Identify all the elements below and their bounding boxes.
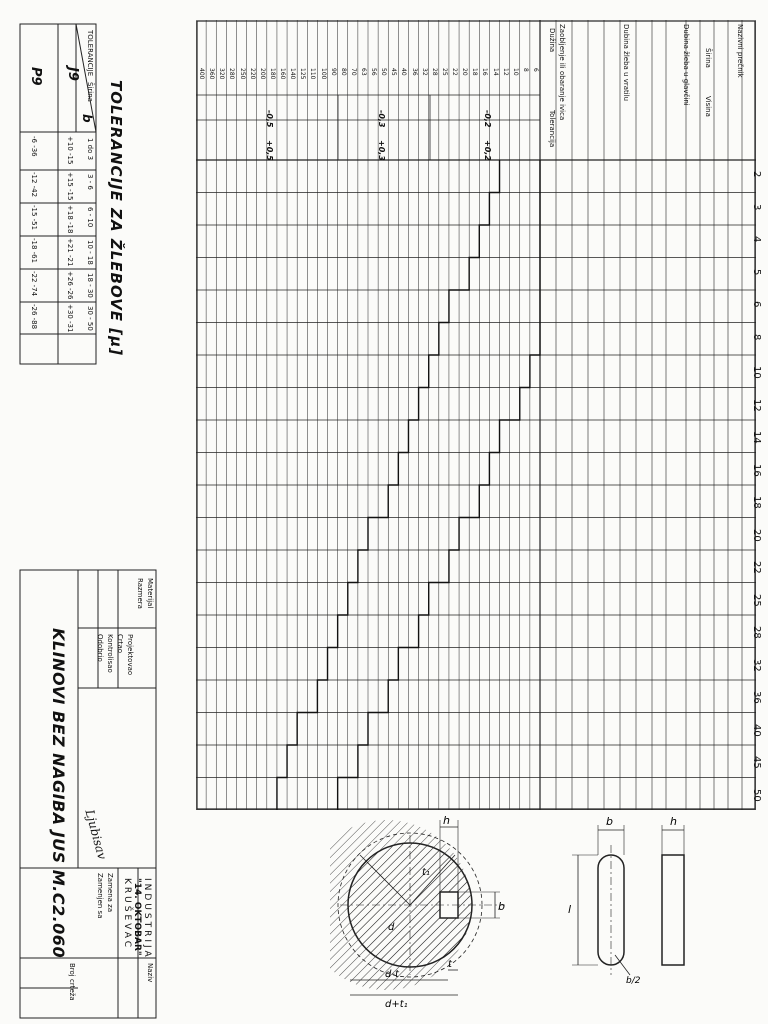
tolerance-header-width: Širina (86, 82, 94, 102)
header-shaft-depth: Dubina žleba u vratilu (622, 24, 630, 102)
size-2: 2 (751, 171, 762, 178)
label-h-shaft: h (443, 815, 450, 827)
length-10: 10 (511, 68, 519, 76)
length-125: 125 (299, 68, 307, 80)
range-1: 1 do 3 (86, 138, 94, 161)
size-28: 28 (751, 626, 762, 639)
field-designed: Projektovao (126, 634, 134, 676)
size-12: 12 (751, 398, 762, 412)
size-3: 3 (751, 203, 762, 211)
size-32: 32 (751, 658, 762, 672)
label-t1: t₁ (422, 867, 430, 878)
dimension-table-grid (196, 20, 756, 810)
size-40: 40 (751, 723, 762, 737)
field-drawing-number: Broj crteža (68, 963, 76, 1001)
header-tolerance: Tolerancija (548, 110, 556, 148)
size-10: 10 (751, 366, 762, 379)
tolerance-label-j9: J9 (65, 67, 80, 81)
length-36: 36 (410, 68, 418, 76)
length-360: 360 (208, 68, 216, 80)
label-d: d (388, 922, 395, 933)
j9-value-6: +30 -31 (66, 304, 74, 333)
p9-value-6: -26 -88 (30, 304, 38, 330)
j9-value-2: +15 -15 (66, 172, 74, 201)
company-line2: "14. OKTOBAR" (132, 878, 142, 956)
header-hub-depth: Dubina žleba u glavčini (682, 24, 690, 106)
length-6: 6 (532, 68, 539, 72)
length-22: 22 (451, 68, 459, 76)
field-scale: Razmera (136, 578, 144, 609)
length-12: 12 (501, 68, 509, 76)
length-tolerance-2: +0,2 (483, 140, 492, 161)
dimension-table (196, 20, 756, 810)
field-checked: Kontrolisao (106, 634, 114, 673)
p9-value-4: -18 -61 (30, 238, 38, 264)
range-4: 10 - 18 (86, 240, 94, 265)
length-tolerance-4: +0,3 (377, 140, 386, 161)
size-4: 4 (751, 236, 762, 243)
length-80: 80 (339, 68, 347, 76)
field-replaces: Zamena za (106, 873, 114, 913)
label-t: t (448, 959, 452, 970)
size-45: 45 (751, 756, 762, 769)
size-8: 8 (751, 333, 762, 341)
size-22: 22 (751, 561, 762, 574)
tolerance-header-b: b (80, 114, 94, 123)
length-280: 280 (228, 68, 236, 80)
label-d-plus-t1: d+t₁ (385, 999, 408, 1010)
size-5: 5 (751, 268, 762, 276)
p9-value-5: -22 -74 (30, 271, 38, 297)
header-nominal-diameter: Nazivni prečnik (736, 24, 744, 78)
length-140: 140 (289, 68, 297, 80)
field-drawn: Crtao (116, 634, 124, 654)
j9-value-1: +10 -15 (66, 136, 74, 165)
document-title: KLINOVI BEZ NAGIBA JUS M.C2.060 (49, 628, 68, 959)
size-16: 16 (751, 463, 762, 477)
length-8: 8 (521, 68, 529, 72)
p9-value-3: -15 -51 (30, 205, 38, 231)
length-50: 50 (380, 68, 388, 76)
size-18: 18 (751, 496, 762, 509)
size-25: 25 (751, 593, 762, 607)
j9-value-4: +21 -21 (66, 238, 74, 267)
field-name: Naziv (146, 963, 154, 983)
technical-drawing (330, 815, 710, 1015)
header-height: Visina (704, 96, 712, 117)
length-tolerance-3: -0,3 (377, 110, 386, 128)
size-50: 50 (751, 788, 762, 802)
length-160: 160 (279, 68, 287, 80)
length-45: 45 (390, 68, 398, 76)
length-400: 400 (198, 68, 206, 80)
length-220: 220 (248, 68, 256, 80)
shaft-section (330, 820, 505, 995)
length-tolerance-6: +0,5 (265, 140, 274, 161)
length-32: 32 (420, 68, 428, 76)
length-tolerance-5: -0,5 (265, 110, 274, 128)
field-material: Materijal (146, 578, 154, 609)
p9-value-2: -12 -42 (30, 172, 38, 198)
length-320: 320 (218, 68, 226, 80)
length-56: 56 (370, 68, 378, 76)
p9-value-1: -6 -36 (30, 136, 38, 157)
length-25: 25 (440, 68, 448, 76)
size-36: 36 (751, 691, 762, 704)
field-replaced-by: Zamenjen sa (96, 873, 104, 919)
length-14: 14 (491, 68, 499, 76)
tolerance-table (18, 22, 98, 367)
label-d-minus-t: d-t (385, 969, 399, 980)
company-line3: KRUŠEVAC (122, 878, 132, 951)
tolerance-header-label: TOLERANCIJE (86, 30, 94, 77)
title-block (18, 568, 158, 1020)
length-250: 250 (238, 68, 246, 80)
tolerance-label-p9: P9 (28, 67, 43, 86)
length-63: 63 (360, 68, 367, 76)
j9-value-3: +18 -18 (66, 205, 74, 234)
header-width: Širina (704, 48, 712, 68)
label-l-key: l (568, 903, 572, 916)
length-70: 70 (349, 68, 357, 76)
key-side-view (662, 825, 684, 965)
key-plan-view (572, 825, 630, 975)
length-40: 40 (400, 68, 408, 76)
size-20: 20 (751, 528, 762, 542)
range-5: 18 - 30 (86, 273, 94, 298)
drawing-svg (330, 815, 710, 1015)
range-6: 30 - 50 (86, 306, 94, 331)
length-100: 100 (319, 68, 327, 80)
label-b-half: b/2 (626, 976, 641, 986)
label-b-shaft: b (498, 900, 505, 913)
tolerance-title: TOLERANCIJE ZA ŽLEBOVE [μ] (107, 80, 125, 357)
label-h-key: h (670, 815, 677, 828)
size-14: 14 (751, 431, 762, 444)
field-approved: Odobrio (96, 634, 104, 662)
range-3: 6 - 10 (86, 207, 94, 228)
length-16: 16 (481, 68, 489, 76)
length-200: 200 (258, 68, 266, 80)
length-20: 20 (461, 68, 469, 76)
length-28: 28 (430, 68, 438, 76)
signature: Ljubisav (82, 808, 110, 861)
range-2: 3 - 6 (86, 174, 94, 190)
header-edge-rounding: Zaobljenje ili obaranje ivica (558, 24, 566, 121)
length-90: 90 (329, 68, 337, 76)
label-b-key: b (606, 815, 613, 828)
length-18: 18 (471, 68, 479, 76)
length-110: 110 (309, 68, 317, 80)
length-180: 180 (268, 68, 276, 80)
size-6: 6 (751, 301, 762, 308)
j9-value-5: +26 -26 (66, 271, 74, 300)
header-length: Dužina (548, 28, 556, 53)
length-tolerance-1: -0,2 (483, 110, 492, 128)
company-line1: INDUSTRIJA (142, 878, 152, 960)
